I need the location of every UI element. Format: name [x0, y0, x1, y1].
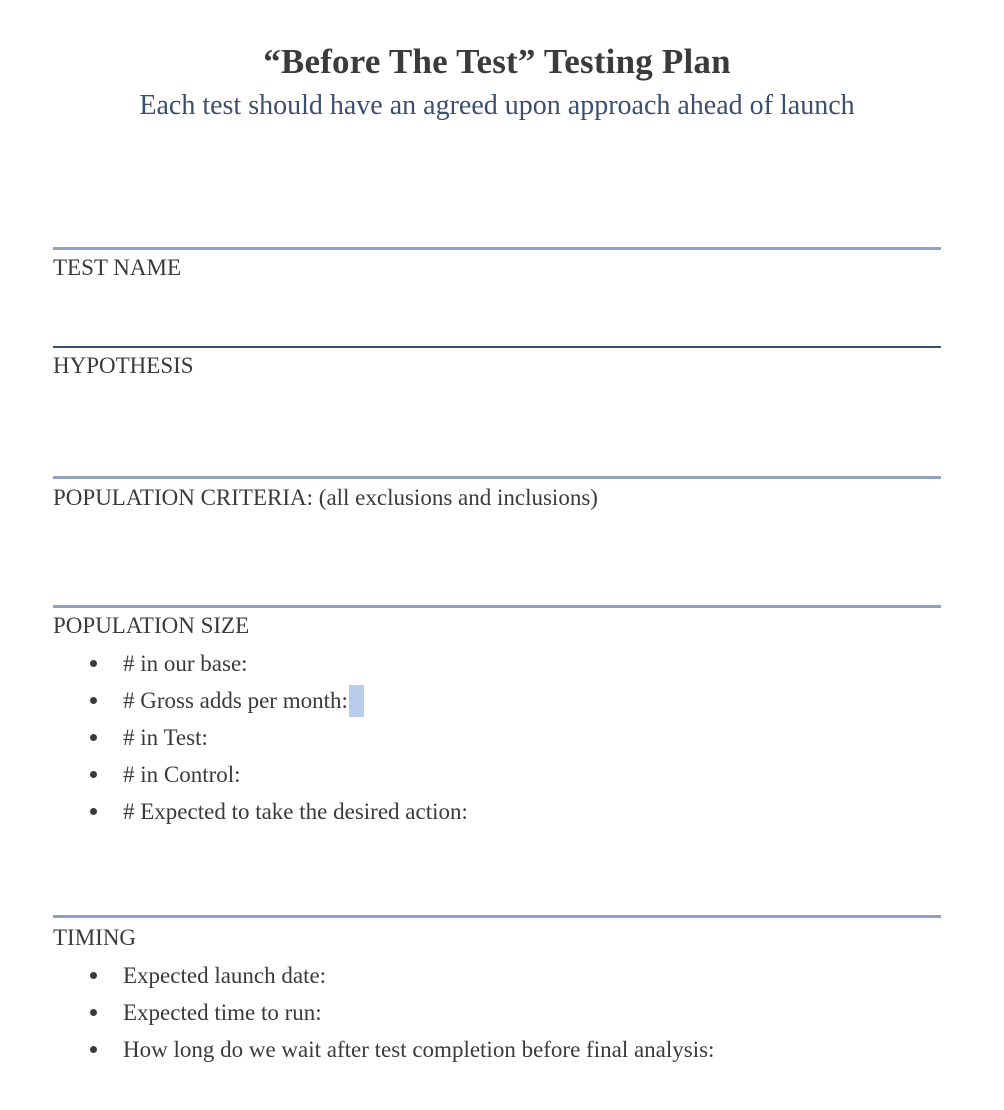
bullet-icon [90, 1009, 97, 1016]
list-item[interactable] [53, 682, 468, 719]
bullet-icon [90, 808, 97, 815]
document-subtitle: Each test should have an agreed upon approach ahead of launch [139, 90, 855, 121]
list-item[interactable] [53, 719, 468, 756]
list-item[interactable] [53, 1031, 714, 1068]
bullet-icon [90, 697, 97, 704]
population-criteria-heading[interactable]: POPULATION CRITERIA: (all exclusions and inclusions) [53, 485, 598, 510]
list-item-text: Expected time to run: [123, 1000, 322, 1025]
list-item-text: How long do we wait after test completion before final analysis: [123, 1037, 715, 1062]
bullet-icon [90, 771, 97, 778]
timing-list [53, 957, 714, 1068]
list-item[interactable] [53, 994, 714, 1031]
list-item[interactable] [53, 957, 714, 994]
population-size-list [53, 645, 468, 830]
bullet-icon [90, 734, 97, 741]
list-item-text: # in Control: [123, 762, 241, 787]
section-divider [53, 915, 941, 918]
timing-heading[interactable]: TIMING [53, 925, 137, 950]
section-divider [53, 476, 941, 479]
list-item[interactable] [53, 645, 468, 682]
bullet-icon [90, 1046, 97, 1053]
population-size-heading[interactable]: POPULATION SIZE [53, 613, 250, 638]
section-divider [53, 605, 941, 608]
bullet-icon [90, 660, 97, 667]
list-item-text: # Gross adds per month: [123, 688, 348, 713]
list-item-text: # in Test: [123, 725, 208, 750]
test-name-heading[interactable]: TEST NAME [53, 255, 181, 280]
text-cursor-highlight [349, 685, 364, 717]
bullet-icon [90, 972, 97, 979]
document-title: “Before The Test” Testing Plan [263, 42, 731, 81]
list-item[interactable] [53, 756, 468, 793]
hypothesis-heading[interactable]: HYPOTHESIS [53, 353, 194, 378]
list-item-text: # in our base: [123, 651, 248, 676]
list-item[interactable] [53, 793, 468, 830]
section-divider [53, 247, 941, 250]
list-item-text: # Expected to take the desired action: [123, 799, 468, 824]
list-item-text: Expected launch date: [123, 963, 327, 988]
section-divider [53, 346, 941, 348]
